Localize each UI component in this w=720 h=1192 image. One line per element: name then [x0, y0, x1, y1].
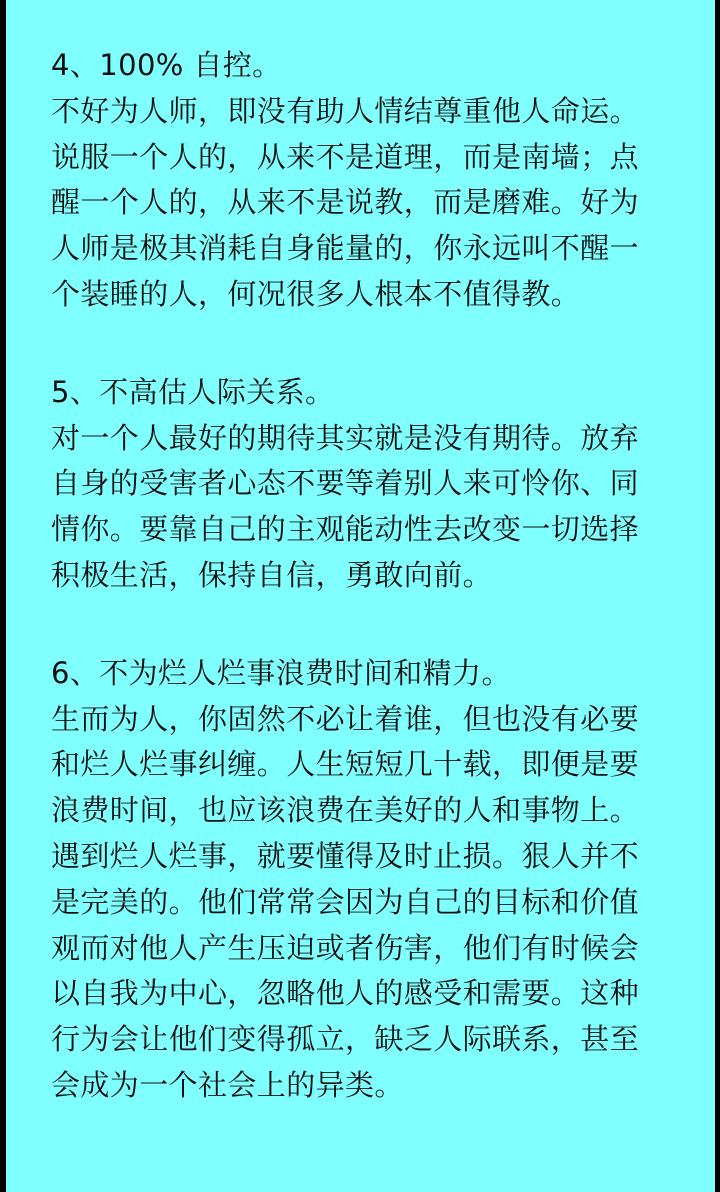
section-4-self-control — [51, 43, 715, 318]
paragraph-line: 积极生活，保持自信，勇敢向前。 — [51, 557, 493, 592]
paragraph-line: 会成为一个社会上的异类。 — [51, 1067, 404, 1102]
section-heading: 5、不高估人际关系。 — [51, 374, 335, 409]
paragraph-line: 说服一个人的，从来不是道理，而是南墙；点 — [51, 139, 640, 174]
paragraph-line: 个装睡的人，何况很多人根本不值得教。 — [51, 276, 581, 311]
paragraph-line: 以自我为中心，忽略他人的感受和需要。这种 — [51, 976, 640, 1011]
section-heading: 6、不为烂人烂事浪费时间和精力。 — [51, 655, 511, 690]
paragraph-line: 行为会让他们变得孤立，缺乏人际联系，甚至 — [51, 1022, 640, 1057]
paragraph-line: 浪费时间，也应该浪费在美好的人和事物上。 — [51, 793, 640, 828]
paragraph-line: 情你。要靠自己的主观能动性去改变一切选择 — [51, 512, 640, 547]
section-heading: 4、100% 自控。 — [51, 48, 282, 82]
section-6-time-energy — [51, 651, 715, 1109]
paragraph-line: 人师是极其消耗自身能量的，你永远叫不醒一 — [51, 231, 640, 266]
paragraph-line: 生而为人，你固然不必让着谁，但也没有必要 — [51, 701, 640, 736]
paragraph-line: 是完美的。他们常常会因为自己的目标和价值 — [51, 884, 640, 919]
section-5-relationships — [51, 370, 715, 599]
paragraph-line: 对一个人最好的期待其实就是没有期待。放弃 — [51, 420, 640, 455]
paragraph-line: 观而对他人产生压迫或者伤害，他们有时候会 — [51, 930, 640, 965]
paragraph-line: 不好为人师，即没有助人情结尊重他人命运。 — [51, 93, 640, 128]
text-page — [6, 0, 715, 1192]
paragraph-line: 和烂人烂事纠缠。人生短短几十载，即便是要 — [51, 747, 640, 782]
paragraph-line: 自身的受害者心态不要等着别人来可怜你、同 — [51, 466, 640, 501]
paragraph-line: 醒一个人的，从来不是说教，而是磨难。好为 — [51, 185, 640, 220]
paragraph-line: 遇到烂人烂事，就要懂得及时止损。狠人并不 — [51, 838, 640, 873]
